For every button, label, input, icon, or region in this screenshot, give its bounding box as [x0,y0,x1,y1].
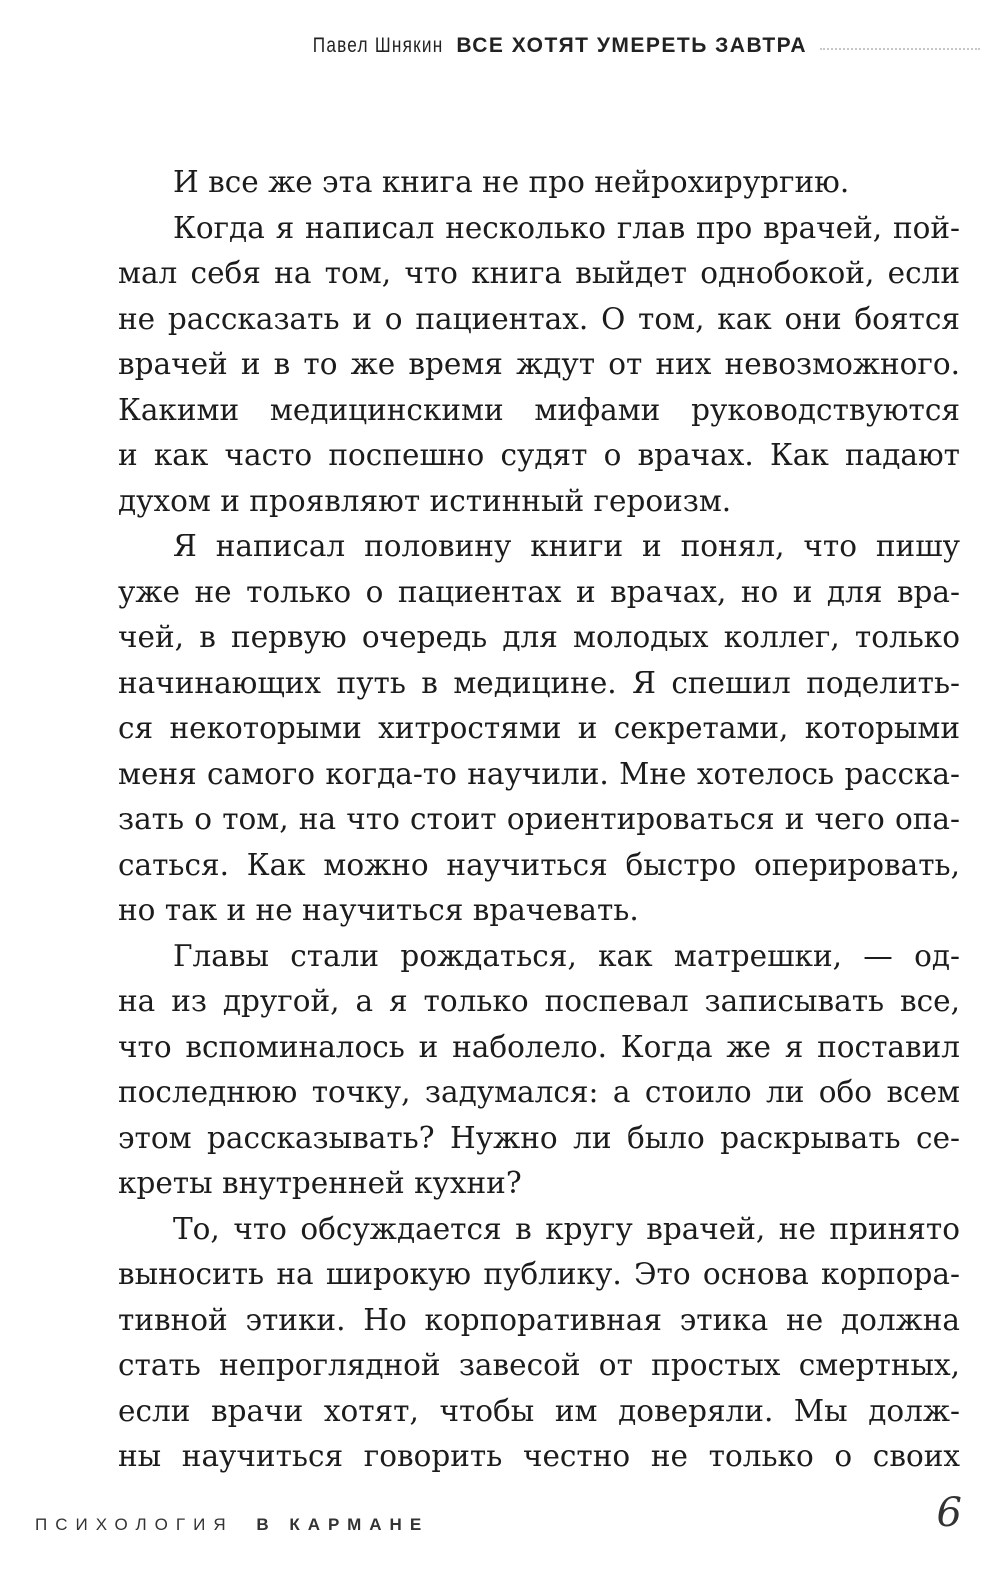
body-line: последнюю точку, задумался: а стоило ли обо всем [118,1075,960,1109]
series-name-first: ПСИХОЛОГИЯ [35,1515,234,1534]
running-head-rule [820,48,980,50]
body-line: Я написал половину книги и понял, что пишу [173,529,960,563]
running-head [0,28,1000,68]
series-footer [35,1515,429,1535]
body-line: Когда я написал несколько глав про врачей, пой- [173,210,960,245]
body-line: зать о том, на что стоит ориентироваться и чего опа- [118,802,960,836]
body-line: этом рассказывать? Нужно ли было раскрывать се- [118,1120,960,1155]
body-line: саться. Как можно научиться быстро оперировать, [118,847,960,882]
body-line: То, что обсуждается в кругу врачей, не принято [173,1211,960,1246]
body-line: Главы стали рождаться, как матрешки, — од- [173,938,960,973]
body-line: уже не только о пациентах и врачах, но и для вра- [118,574,960,609]
body-line: ся некоторыми хитростями и секретами, которыми [118,711,960,745]
body-line: начинающих путь в медицине. Я спешил поделить- [118,665,960,700]
body-line: врачей и в то же время ждут от них невозможного. [118,347,960,381]
body-line: мал себя на том, что книга выйдет однобокой, если [118,256,960,290]
series-name-second: В КАРМАНЕ [256,1515,430,1534]
body-line: креты внутренней кухни? [118,1166,522,1200]
body-line: тивной этики. Но корпоративная этика не должна [118,1302,960,1337]
body-line: на из другой, а я только поспевал записывать все, [118,984,960,1018]
running-head-title: ВСЕ ХОТЯТ УМЕРЕТЬ ЗАВТРА [456,34,807,57]
body-line: ны научиться говорить честно не только о своих [118,1439,960,1473]
body-line: чей, в первую очередь для молодых коллег, только [118,620,960,654]
running-head-text [284,34,808,58]
body-line: меня самого когда-то научили. Мне хотелось расска- [118,756,960,791]
body-line: стать непроглядной завесой от простых смертных, [118,1348,960,1382]
body-line: и как часто поспешно судят о врачах. Как падают [118,438,960,472]
body-text [118,160,960,1480]
body-line: духом и проявляют истинный героизм. [118,483,732,518]
page-number: 6 [936,1490,962,1536]
body-line: Какими медицинскими мифами руководствуются [118,392,960,427]
body-line: не рассказать и о пациентах. О том, как они боятся [118,301,960,336]
body-line: но так и не научиться врачевать. [118,893,639,927]
body-line: если врачи хотят, чтобы им доверяли. Мы долж- [118,1393,960,1428]
running-head-author: Павел Шнякин [312,34,443,57]
body-line: выносить на широкую публику. Это основа корпора- [118,1257,960,1291]
body-line: И все же эта книга не про нейрохирургию. [173,165,850,199]
body-line: что вспоминалось и наболело. Когда же я поставил [118,1029,960,1064]
